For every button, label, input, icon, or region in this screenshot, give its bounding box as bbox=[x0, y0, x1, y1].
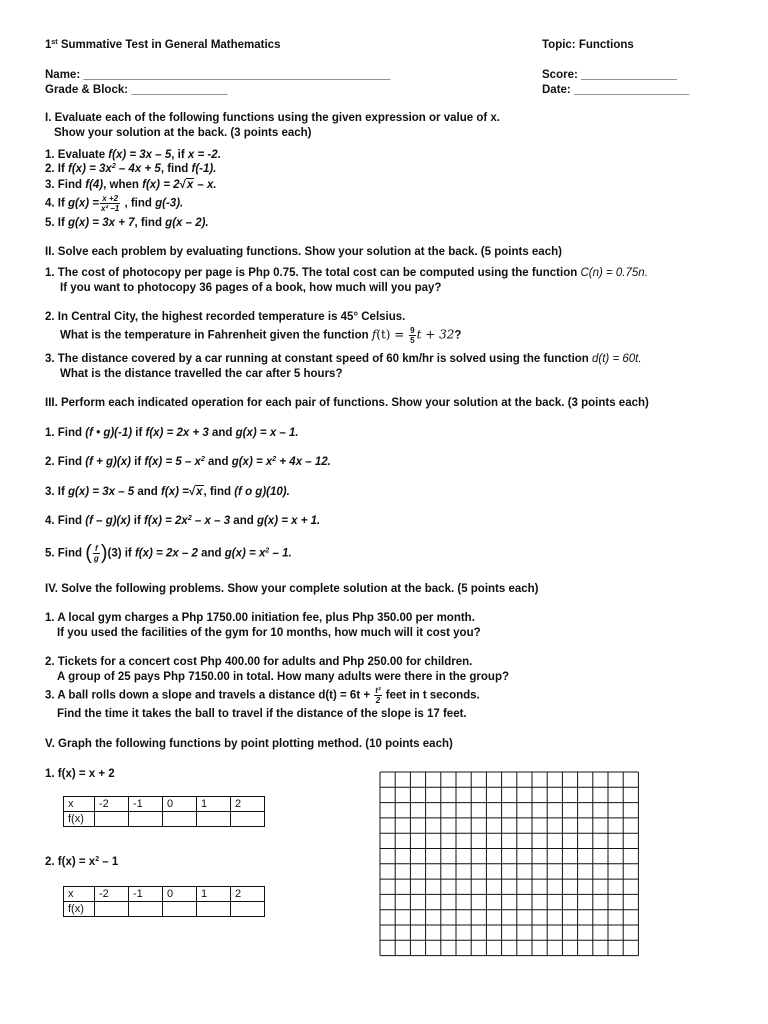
table-cell: -2 bbox=[95, 797, 129, 812]
part4-p1-line1: 1. A local gym charges a Php 1750.00 initiation fee, plus Php 350.00 per month. bbox=[45, 612, 475, 624]
answer-cell[interactable] bbox=[231, 902, 265, 917]
part3-q5: 5. Find ( $\frac{f}{g}$ )(3) if f(x) = 2x – 2 and $g(x) = x^2 - 1$. bbox=[45, 542, 292, 564]
answer-cell[interactable] bbox=[163, 812, 197, 827]
date-field[interactable]: Date: __________________ bbox=[542, 84, 690, 96]
topic-label: Topic: Functions bbox=[542, 39, 634, 51]
part2-p2-line1: 2. In Central City, the highest recorded temperature is 45° Celsius. bbox=[45, 311, 406, 323]
fraction: $\frac{f}{g}$ bbox=[93, 544, 99, 563]
value-table-2 bbox=[63, 886, 265, 917]
answer-cell[interactable] bbox=[231, 812, 265, 827]
table-cell: 0 bbox=[163, 797, 197, 812]
name-field[interactable]: Name: ________________________________________________ bbox=[45, 69, 391, 81]
part2-p2-line2: What is the temperature in Fahrenheit given the function f(t) = $\frac{9}{5}$ t + 32? bbox=[60, 326, 462, 345]
part4-p2-line1: 2. Tickets for a concert cost Php 400.00 for adults and Php 250.00 for children. bbox=[45, 656, 473, 668]
answer-cell[interactable] bbox=[95, 812, 129, 827]
answer-cell[interactable] bbox=[197, 812, 231, 827]
part3-q1: 1. Find (f • g)(-1) if f(x) = 2x + 3 and g(x) = x – 1. bbox=[45, 427, 299, 439]
part1-instructions: Show your solution at the back. (3 points each) bbox=[54, 127, 312, 139]
part2-p1-line1: 1. The cost of photocopy per page is Php 0.75. The total cost can be computed using the function C(n) = 0.75n. bbox=[45, 267, 648, 279]
table-cell: -2 bbox=[95, 887, 129, 902]
sqrt-symbol: √ bbox=[188, 486, 196, 498]
table-cell: -1 bbox=[129, 887, 163, 902]
table-row bbox=[64, 902, 265, 917]
part2-p3-line1: 3. The distance covered by a car running at constant speed of 60 km/hr is solved using the function d(t) = 60t. bbox=[45, 353, 642, 365]
table-cell: 1 bbox=[197, 797, 231, 812]
table-header-x: x bbox=[64, 887, 95, 902]
part4-p2-line2: A group of 25 pays Php 7150.00 in total. How many adults were there in the group? bbox=[57, 671, 509, 683]
part1-q5: 5. If g(x) = 3x + 7, find g(x – 2). bbox=[45, 217, 209, 229]
table-cell: 1 bbox=[197, 887, 231, 902]
part4-p1-line2: If you used the facilities of the gym for 10 months, how much will it cost you? bbox=[57, 627, 481, 639]
table-header-x: x bbox=[64, 797, 95, 812]
fraction: $\frac{9}{5}$ bbox=[410, 326, 415, 345]
part3-q3: 3. If g(x) = 3x – 5 and f(x) =√x, find (f o g)(10). bbox=[45, 486, 290, 498]
score-field[interactable]: Score: _______________ bbox=[542, 69, 677, 81]
part1-q4: 4. If g(x) = $\frac{x +2}{\text{x² –1}}$ , find g(-3). bbox=[45, 194, 184, 213]
grade-block-field[interactable]: Grade & Block: _______________ bbox=[45, 84, 228, 96]
part3-heading: III. Perform each indicated operation for each pair of functions. Show your solution at the back. (3 points each) bbox=[45, 397, 649, 409]
part1-heading: I. Evaluate each of the following functions using the given expression or value of x. bbox=[45, 112, 500, 124]
part3-q4: 4. Find (f – g)(x) if $f(x) = 2x^2 - x - 3$ and g(x) = x + 1. bbox=[45, 515, 321, 527]
table-header-fx: f(x) bbox=[64, 902, 95, 917]
answer-cell[interactable] bbox=[129, 812, 163, 827]
fraction: $\frac{\text{t²}}{2}$ bbox=[375, 686, 381, 705]
test-title bbox=[45, 39, 280, 51]
sqrt-symbol: √ bbox=[179, 179, 186, 191]
part2-heading: II. Solve each problem by evaluating functions. Show your solution at the back. (5 points each) bbox=[45, 246, 562, 258]
part1-q2: 2. If $f(x) = 3x^2 - 4x + 5$, find f(-1). bbox=[45, 163, 217, 175]
value-table-1 bbox=[63, 796, 265, 827]
table-row bbox=[64, 812, 265, 827]
part2-p3-line2: What is the distance travelled the car after 5 hours? bbox=[60, 368, 343, 380]
table-cell: 0 bbox=[163, 887, 197, 902]
table-header-fx: f(x) bbox=[64, 812, 95, 827]
graph-paper-grid[interactable] bbox=[378, 770, 640, 958]
title-text: Summative Test in General Mathematics bbox=[57, 39, 281, 51]
table-cell: 2 bbox=[231, 887, 265, 902]
part5-heading: V. Graph the following functions by point plotting method. (10 points each) bbox=[45, 738, 453, 750]
fraction: $\frac{x +2}{\text{x² –1}}$ bbox=[101, 194, 120, 213]
graph2-function: 2. $f(x) = x^2 - 1$ bbox=[45, 856, 119, 868]
part3-q2: 2. Find (f + g)(x) if $f(x) = 5 - x^2$ and $g(x) = x^2 + 4x - 12$. bbox=[45, 456, 331, 468]
part4-p3-line2: Find the time it takes the ball to travel if the distance of the slope is 17 feet. bbox=[57, 708, 467, 720]
part4-heading: IV. Solve the following problems. Show your complete solution at the back. (5 points each) bbox=[45, 583, 539, 595]
table-cell: 2 bbox=[231, 797, 265, 812]
graph1-function: 1. f(x) = x + 2 bbox=[45, 768, 115, 780]
title-ordinal: st bbox=[51, 39, 58, 46]
answer-cell[interactable] bbox=[129, 902, 163, 917]
part2-p1-line2: If you want to photocopy 36 pages of a book, how much will you pay? bbox=[60, 282, 442, 294]
answer-cell[interactable] bbox=[95, 902, 129, 917]
table-cell: -1 bbox=[129, 797, 163, 812]
part1-q1: 1. Evaluate f(x) = 3x – 5, if x = -2. bbox=[45, 149, 221, 161]
answer-cell[interactable] bbox=[163, 902, 197, 917]
table-row bbox=[64, 887, 265, 902]
part1-q3: 3. Find f(4), when f(x) = 2√x – x. bbox=[45, 179, 217, 191]
table-row bbox=[64, 797, 265, 812]
title-number: 1 bbox=[45, 39, 52, 51]
part4-p3-line1: 3. A ball rolls down a slope and travels a distance d(t) = 6t + $\frac{\text{t²}}{2}$ feet in t seconds. bbox=[45, 686, 480, 705]
answer-cell[interactable] bbox=[197, 902, 231, 917]
